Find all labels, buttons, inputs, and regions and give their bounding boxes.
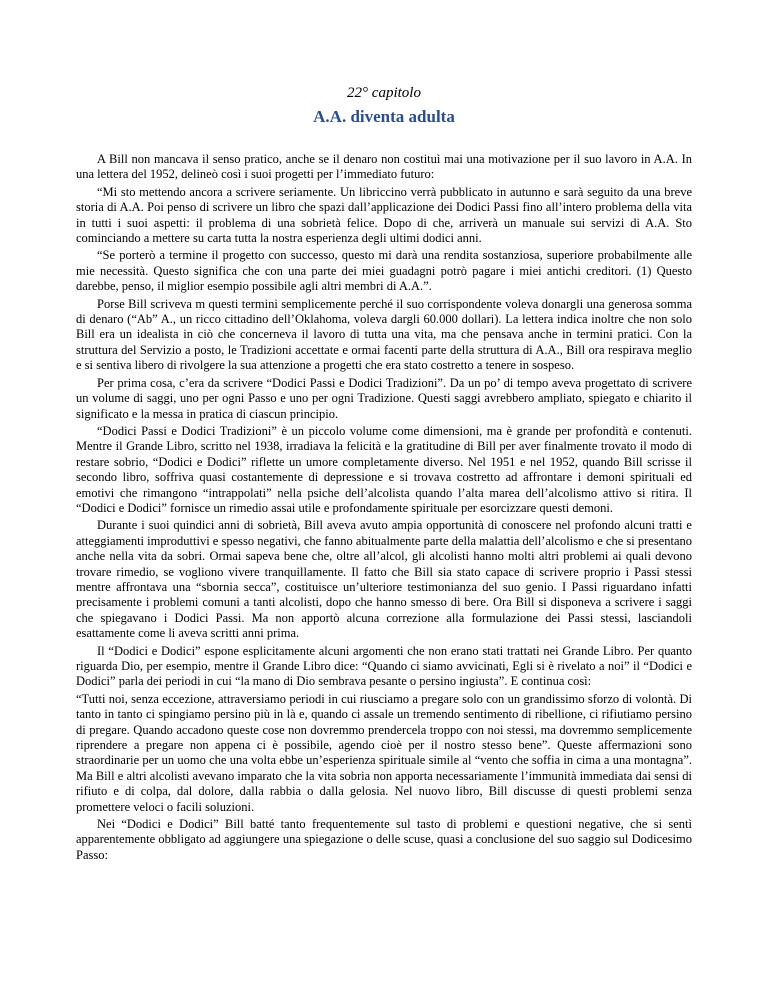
chapter-number: 22° capitolo (347, 85, 421, 101)
paragraph: “Mi sto mettendo ancora a scrivere seriamente. Un libriccino verrà pubblicato in autunno e sarà seguito da una breve storia di A.A. Poi penso di scrivere un libro che spazi dall’applicazione dei Dodici Passi fino all’intero problema della vita in tutti i suoi aspetti: il problema di una sobrietà felice. Dopo di che, arriverà un manuale sui servizi di A.A. Sto cominciando a mettere su carta tutta la nostra esperienza degli ultimi dodici anni. (76, 184, 692, 246)
chapter-title: A.A. diventa adulta (313, 107, 455, 126)
paragraph: Per prima cosa, c’era da scrivere “Dodici Passi e Dodici Tradizioni”. Da un po’ di tempo aveva progettato di scrivere un volume di saggi, uno per ogni Passo e uno per ogni Tradizione. Questi saggi avrebbero ampliato, spiegato e chiarito il significato e la messa in pratica di ciascun principio. (76, 375, 692, 421)
document-page (76, 84, 692, 865)
chapter-body (76, 152, 692, 863)
paragraph: A Bill non mancava il senso pratico, anche se il denaro non costituì mai una motivazione per il suo lavoro in A.A. In una lettera del 1952, delineò così i suoi progetti per l’immediato futuro: (76, 152, 692, 182)
paragraph: Durante i suoi quindici anni di sobrietà, Bill aveva avuto ampia opportunità di conoscere nel profondo alcuni tratti e atteggiamenti improduttivi e spesso negativi, che fanno abitualmente parte della malattia dell’alcolismo e che si presentano anche nella vita da sobri. Ormai sapeva bene che, oltre all’alcol, gli alcolisti hanno molti altri problemi ai quali devono trovare rimedio, se vogliono vivere tranquillamente. Il fatto che Bill sia stato capace di scrivere proprio i Passi stessi mentre affrontava una “sbornia secca”, costituisce un’ulteriore testimonianza del suo genio. I Passi riguardano infatti precisamente i problemi comuni a tanti alcolisti, dopo che hanno smesso di bere. Ora Bill si disponeva a scrivere i saggi che spiegavano i Dodici Passi. Ma non apportò alcuna correzione alla formulazione dei Passi stessi, lasciandoli esattamente come li aveva scritti anni prima. (76, 518, 692, 641)
paragraph: “Dodici Passi e Dodici Tradizioni” è un piccolo volume come dimensioni, ma è grande per profondità e contenuti. Mentre il Grande Libro, scritto nel 1938, irradiava la felicità e la gratitudine di Bill per aver finalmente trovato il modo di restare sobrio, “Dodici e Dodici” riflette un umore completamente diverso. Nel 1951 e nel 1952, quando Bill scrisse il secondo libro, soffriva quasi costantemente di depressione e si trovava costretto ad affrontare i demoni spirituali ed emotivi che rimangono “intrappolati” nella psiche dell’alcolista quando l’alta marea dell’alcolismo attivo si ritira. Il “Dodici e Dodici” fornisce un rimedio assai utile e profondamente spirituale per esorcizzare questi demoni. (76, 423, 692, 515)
paragraph: Il “Dodici e Dodici” espone esplicitamente alcuni argomenti che non erano stati trattati nei Grande Libro. Per quanto riguarda Dio, per esempio, mentre il Grande Libro dice: “Quando ci siamo avvicinati, Egli si è rivelato a noi” il “Dodici e Dodici” parla dei periodi in cui “la mano di Dio sembrava pesante o persino ingiusta”. E continua così: (76, 643, 692, 689)
quote-paragraph: “Tutti noi, senza eccezione, attraversiamo periodi in cui riusciamo a pregare solo con un grandissimo sforzo di volontà. Di tanto in tanto ci spingiamo persino più in là e, quando ci assale un tremendo sentimento di ribellione, ci rifiutiamo persino di pregare. Quando accadono queste cose non dovremmo prendercela troppo con noi stessi, ma dovremmo semplicemente riprendere a pregare non appena ci è possibile, agendo cioè per il nostro stesso bene”. Queste affermazioni sono straordinarie per un uomo che una volta ebbe un’esperienza spirituale simile al “vento che soffia in cima a una montagna”. Ma Bill e altri alcolisti avevano imparato che la vita sobria non apporta necessariamente l’immunità immediata dai sensi di rifiuto e di colpa, dal dolore, dalla rabbia o dalla gelosia. Nel nuovo libro, Bill discusse di questi problemi senza promettere veloci o facili soluzioni. (76, 691, 692, 814)
paragraph: “Se porterò a termine il progetto con successo, questo mi darà una rendita sostanziosa, superiore probabilmente alle mie necessità. Questo significa che con una parte dei miei guadagni potrò pagare i miei antichi creditori. (1) Questo darebbe, penso, il miglior esempio possibile agli altri membri di A.A.”. (76, 248, 692, 294)
paragraph: Nei “Dodici e Dodici” Bill batté tanto frequentemente sul tasto di problemi e questioni negative, che si sentì apparentemente obbligato ad aggiungere una spiegazione o delle scuse, quasi a conclusione del suo saggio sul Dodicesimo Passo: (76, 817, 692, 862)
paragraph: Porse Bill scriveva m questi termini semplicemente perché il suo corrispondente voleva donargli una generosa somma di denaro (“Ab” A., un ricco cittadino dell’Oklahoma, voleva dargli 60.000 dollari). La lettera indica inoltre che non solo Bill era un idealista in ciò che concerneva il lavoro di tutta una vita, ma che pensava anche in termini pratici. Con la struttura del Servizio a posto, le Tradizioni accettate e ormai facenti parte della struttura di A.A., Bill ora respirava meglio e si sentiva libero di rivolgere la sua attenzione a progetti che era stato costretto a tenere in sospeso. (76, 296, 692, 373)
